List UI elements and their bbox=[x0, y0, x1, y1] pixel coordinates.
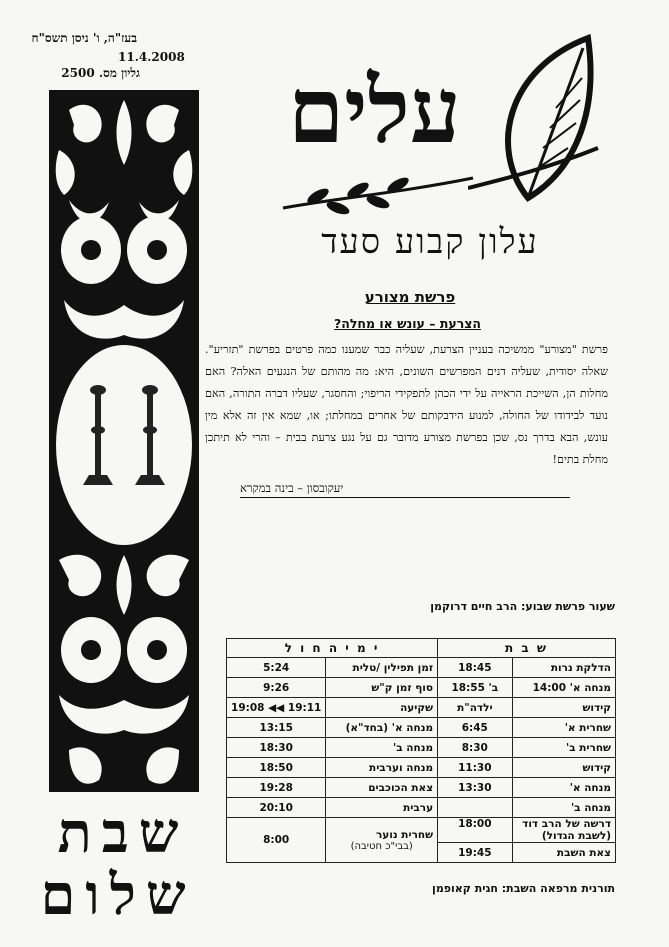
table-row bbox=[227, 658, 616, 678]
shabbat-label: שחרית א' bbox=[512, 718, 615, 738]
shabbat-time: 6:45 bbox=[438, 718, 513, 738]
greeting-line-2: שלום bbox=[40, 862, 196, 928]
article-body: פרשת "מצורע" ממשיכה בעניין הצרעת, שעליה כבר שמענו כמה פרטים בפרשת "תזריע". שאלה יסודית, שעליה דנים המפרשים השונים, היא: מה מהותם של הנגעים האלה? האם מחלות הן, השייכת הראייה על ידי הכהן לתפקידי הריפוי; והחסגר, שעליו דברה התורה, האם נועד לבידודו של החולה, למנוע הידבקותם של אחרים במחלתו; או, שמא אין זה אלא מין עונש, הבא בדרך נס, שכן בפרשת מצורע מדובר גם על נגע צרעת בבית – והרי לא תיתכן מחלת בתים! bbox=[205, 343, 608, 466]
gregorian-date: 11.4.2008 bbox=[118, 50, 185, 64]
clinic-duty-line: תורנית מרפאה השבת: חגית קאופמן bbox=[432, 882, 615, 895]
shabbat-label: הדלקת נרות bbox=[512, 658, 615, 678]
logo-word: עלים bbox=[288, 58, 461, 164]
table-row bbox=[227, 718, 616, 738]
shabbat-time bbox=[438, 798, 513, 818]
branch-icon bbox=[278, 168, 478, 218]
shabbat-label: מנחה ב' bbox=[512, 798, 615, 818]
shabbat-time: 18:45 bbox=[438, 658, 513, 678]
weekday-time: 19:08 ◀◀ 19:11 bbox=[227, 698, 326, 718]
table-row bbox=[227, 678, 616, 698]
table-row bbox=[227, 758, 616, 778]
weekday-label: צאת הכוכבים bbox=[326, 778, 438, 798]
weekday-time: 5:24 bbox=[227, 658, 326, 678]
shabbat-header: ש ב ת bbox=[438, 639, 616, 658]
shabbat-label: קידוש bbox=[512, 698, 615, 718]
schedule-table bbox=[226, 638, 616, 863]
weekday-label: סוף זמן ק"ש bbox=[326, 678, 438, 698]
issue-number: גליון מס. 2500 bbox=[61, 66, 140, 80]
greeting-line-1: שבת bbox=[57, 800, 189, 866]
youth-prayer-time: 8:00 bbox=[227, 818, 326, 863]
youth-prayer-cell bbox=[326, 818, 438, 863]
youth-prayer-label: שחרית נוער bbox=[375, 828, 434, 841]
table-row bbox=[227, 778, 616, 798]
shabbat-time: 13:30 bbox=[438, 778, 513, 798]
table-row bbox=[227, 818, 616, 843]
weekday-label: זמן תפילין /טלית bbox=[326, 658, 438, 678]
weekday-label: ערבית bbox=[326, 798, 438, 818]
shabbat-label: שחרית ב' bbox=[512, 738, 615, 758]
table-row bbox=[227, 738, 616, 758]
weekday-time: 20:10 bbox=[227, 798, 326, 818]
publication-subtitle: עלון קבוע סעד bbox=[321, 222, 539, 262]
shabbat-label: קידוש bbox=[512, 758, 615, 778]
leaf-icon bbox=[468, 28, 608, 213]
table-header-row bbox=[227, 639, 616, 658]
table-row bbox=[227, 698, 616, 718]
hebrew-date: בעז"ה, ו' ניסן תשס"ח bbox=[31, 31, 137, 45]
drasha-time: 18:00 bbox=[438, 818, 513, 843]
article-source: יעקובסון – בינה במקרא bbox=[240, 481, 570, 498]
drasha-label: דרשה של הרב דוד (לשבת הגדול) bbox=[512, 818, 615, 843]
shabbat-time: ילדה"ת bbox=[438, 698, 513, 718]
weekdays-header: י מ י ה ח ו ל bbox=[227, 639, 438, 658]
weekday-time: 13:15 bbox=[227, 718, 326, 738]
shabbat-time: 11:30 bbox=[438, 758, 513, 778]
table-row bbox=[227, 798, 616, 818]
masthead-logo bbox=[268, 28, 608, 218]
shabbat-time: ב' 18:55 bbox=[438, 678, 513, 698]
article-title: הצרעת – עונש או מחלה? bbox=[334, 316, 481, 331]
tzet-label: צאת השבת bbox=[512, 843, 615, 863]
weekday-label: מנחה וערבית bbox=[326, 758, 438, 778]
weekday-time: 18:30 bbox=[227, 738, 326, 758]
youth-prayer-note: (בבי"כ חטיבה) bbox=[350, 840, 413, 852]
weekly-shiur-line: שעור פרשת שבוע: הרב חיים דרוקמן bbox=[430, 600, 615, 613]
weekday-time: 9:26 bbox=[227, 678, 326, 698]
weekday-time: 19:28 bbox=[227, 778, 326, 798]
parasha-title: פרשת מצורע bbox=[364, 288, 456, 306]
weekday-label: מנחה ב' bbox=[326, 738, 438, 758]
ornament-graphic bbox=[49, 90, 199, 792]
shabbat-label: מנחה א' 14:00 bbox=[512, 678, 615, 698]
prayer-schedule bbox=[226, 638, 616, 863]
shabbat-time: 8:30 bbox=[438, 738, 513, 758]
ornamental-border-column bbox=[49, 90, 199, 792]
weekday-label: שקיעה bbox=[326, 698, 438, 718]
shabbat-label: מנחה א' bbox=[512, 778, 615, 798]
weekday-label: מנחה א' (בחד"א) bbox=[326, 718, 438, 738]
tzet-time: 19:45 bbox=[438, 843, 513, 863]
weekday-time: 18:50 bbox=[227, 758, 326, 778]
